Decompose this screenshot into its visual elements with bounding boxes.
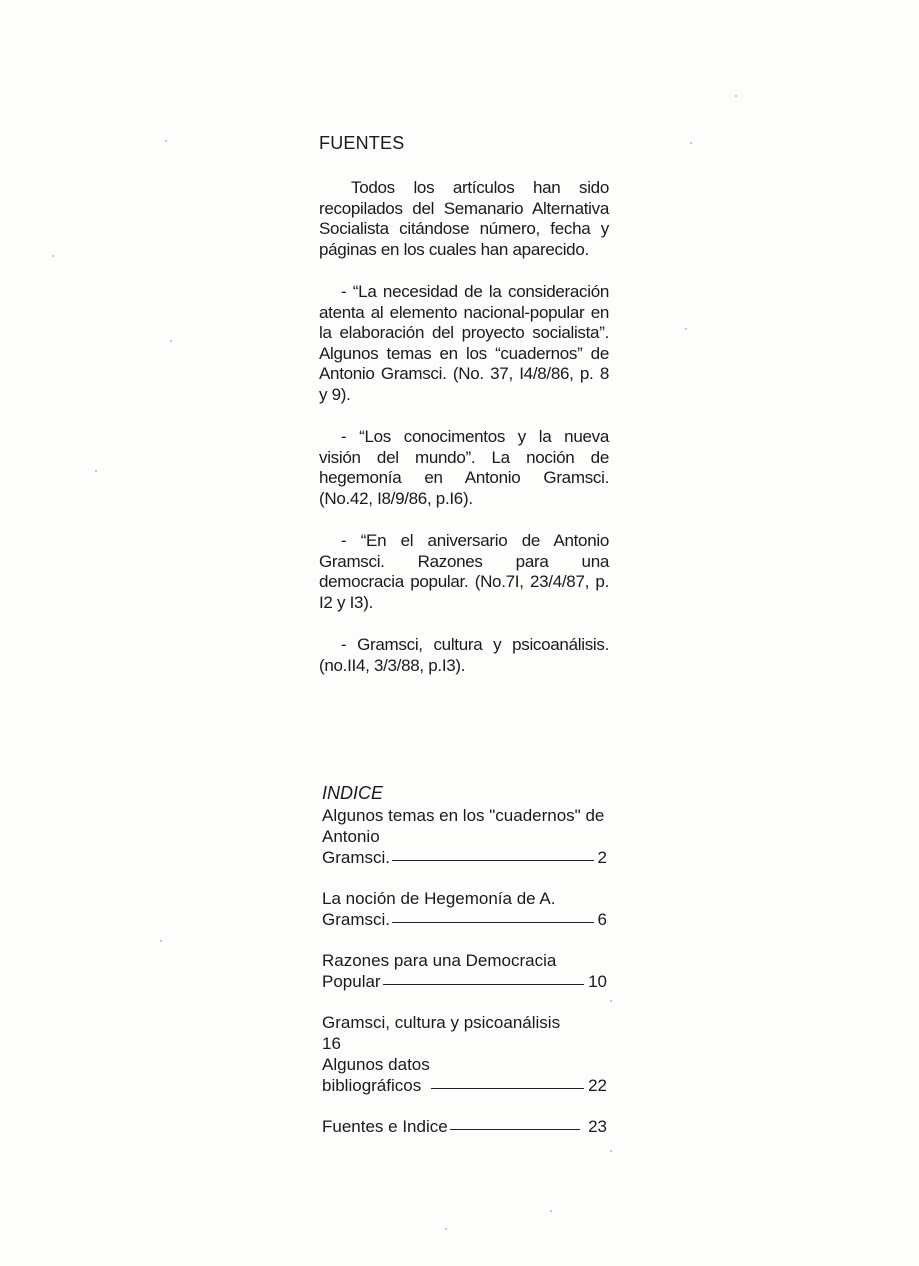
index-entry-text: Gramsci. xyxy=(322,848,390,867)
index-page-number: 2 xyxy=(597,848,607,867)
paper-speck xyxy=(610,1000,612,1002)
index-entry xyxy=(322,805,607,868)
fuentes-heading: FUENTES xyxy=(319,133,405,153)
index-page-number: 22 xyxy=(588,1076,607,1095)
index-entry-text: Gramsci, cultura y psicoanálisis xyxy=(322,1013,561,1032)
paper-speck xyxy=(445,1228,447,1230)
index-entry-text: Algunos datos xyxy=(322,1055,430,1074)
paper-speck xyxy=(685,328,687,330)
index-entry-text: La noción de Hegemonía de A. xyxy=(322,889,556,908)
fuentes-section xyxy=(319,133,609,698)
index-entry-text: Gramsci. xyxy=(322,910,390,929)
source-item: - “En el aniversario de Antonio Gramsci. Razones para una democracia popular. (No.7I, 23/4/87, p. I2 y I3). xyxy=(319,531,609,612)
paper-speck xyxy=(95,470,97,472)
index-page-number: 23 xyxy=(588,1117,607,1136)
indice-title: INDICE xyxy=(322,783,384,803)
paper-speck xyxy=(170,340,172,342)
paper-speck xyxy=(52,255,54,257)
index-entry xyxy=(322,888,607,930)
fuentes-intro-paragraph: Todos los artículos han sido recopilados del Semanario Alternativa Socialista citándose número, fecha y páginas en los cuales han aparecido. xyxy=(319,178,609,259)
source-item: - Gramsci, cultura y psicoanálisis. (no.II4, 3/3/88, p.I3). xyxy=(319,635,609,675)
index-entry-text: Popular xyxy=(322,972,381,991)
paper-speck xyxy=(160,940,162,942)
index-entry-text: bibliográficos xyxy=(322,1076,422,1095)
index-entry-text: Algunos temas en los "cuadernos" de Antonio xyxy=(322,806,605,846)
index-page-number: 6 xyxy=(597,910,607,929)
source-item: - “La necesidad de la consideración atenta al elemento nacional-popular en la elaboración del proyecto socialista”. Algunos temas en los “cuadernos” de Antonio Gramsci. (No. 37, I4/8/86, p. 8 y 9). xyxy=(319,282,609,404)
paper-speck xyxy=(690,142,692,144)
indice-section xyxy=(322,783,607,1157)
index-entry xyxy=(322,950,607,992)
index-page-number: 10 xyxy=(588,972,607,991)
index-entry-text: Razones para una Democracia xyxy=(322,951,557,970)
index-entry xyxy=(322,1054,607,1096)
dot-leader xyxy=(392,860,594,861)
paper-speck xyxy=(165,140,167,142)
dot-leader xyxy=(450,1129,580,1130)
index-entry-text: Fuentes e Indice xyxy=(322,1117,448,1136)
paper-speck xyxy=(735,95,737,97)
index-page-number: 16 xyxy=(322,1034,341,1053)
dot-leader xyxy=(431,1088,584,1089)
index-entry xyxy=(322,1012,607,1054)
dot-leader xyxy=(392,922,594,923)
source-item: - “Los conocimentos y la nueva visión del mundo”. La noción de hegemonía en Antonio Gramsci. (No.42, I8/9/86, p.I6). xyxy=(319,427,609,508)
paper-speck xyxy=(610,1150,612,1152)
dot-leader xyxy=(383,984,584,985)
index-entry xyxy=(322,1116,607,1137)
paper-speck xyxy=(550,1210,552,1212)
